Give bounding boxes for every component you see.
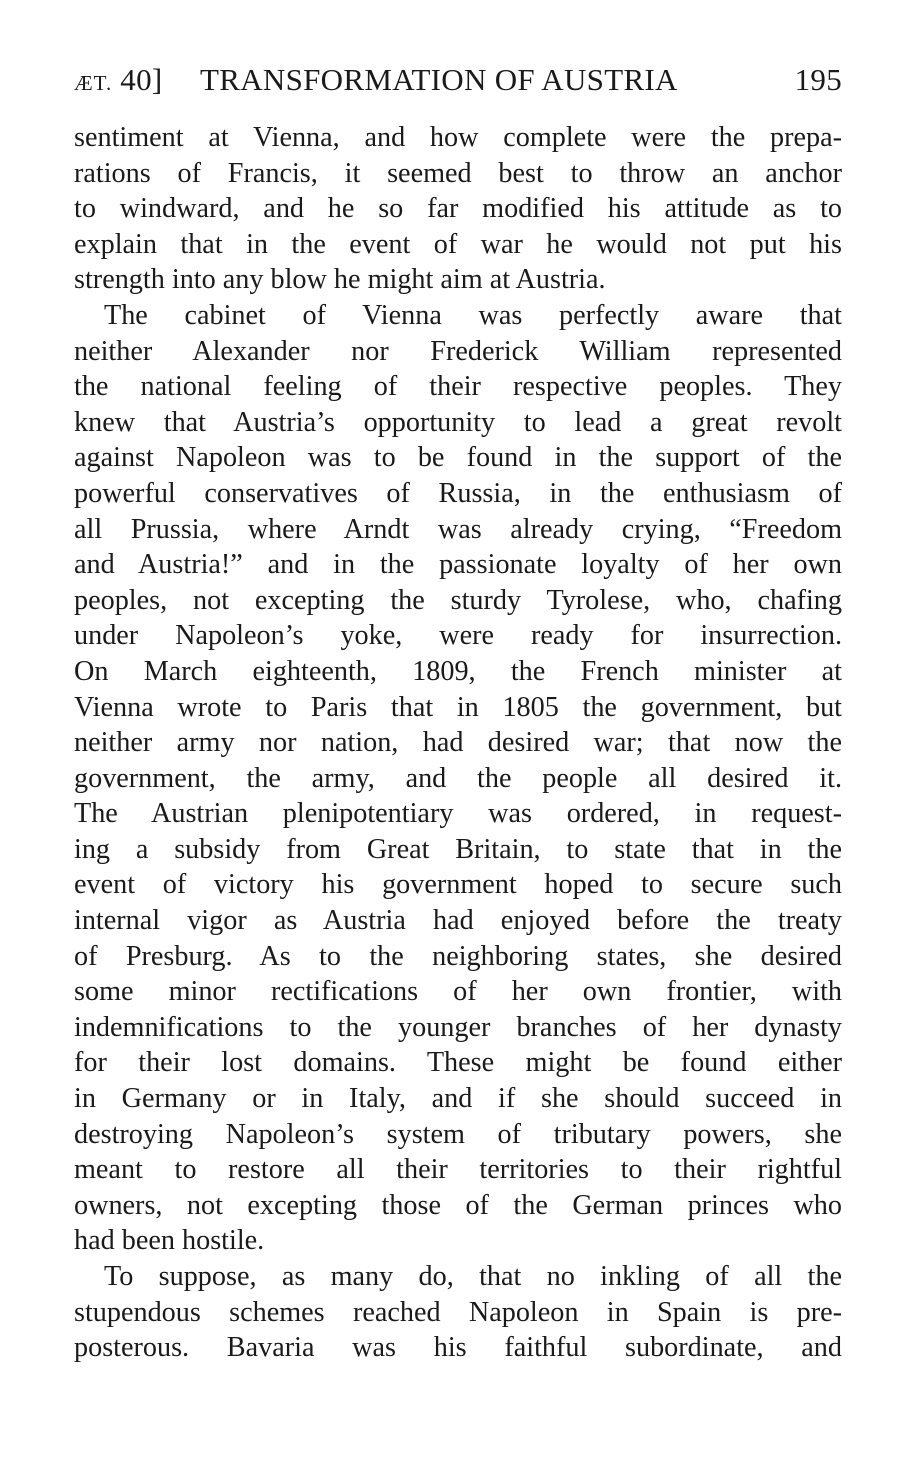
- text-line: under Napoleon’s yoke, were ready for insurrection.: [74, 620, 842, 652]
- text-line: some minor rectifications of her own frontier, with: [74, 976, 842, 1008]
- header-age: 40]: [120, 62, 163, 97]
- text-line: owners, not excepting those of the German princes who: [74, 1189, 842, 1221]
- paragraph-2: [74, 298, 842, 1259]
- text-line: internal vigor as Austria had enjoyed before the treaty: [74, 905, 842, 937]
- header-title: TRANSFORMATION OF AUSTRIA: [200, 62, 678, 97]
- text-line: posterous. Bavaria was his faithful subordinate, and: [74, 1332, 842, 1364]
- text-line: in Germany or in Italy, and if she should succeed in: [74, 1083, 842, 1115]
- text-line: to windward, and he so far modified his attitude as to: [74, 193, 842, 225]
- text-line: and Austria!” and in the passionate loyalty of her own: [74, 549, 842, 581]
- body-text: [74, 120, 842, 1366]
- text-line: event of victory his government hoped to secure such: [74, 869, 842, 901]
- text-line: peoples, not excepting the sturdy Tyrolese, who, chafing: [74, 584, 842, 616]
- text-line: The cabinet of Vienna was perfectly aware that: [104, 299, 842, 331]
- text-line: explain that in the event of war he would not put his: [74, 228, 842, 260]
- text-line: the national feeling of their respective peoples. They: [74, 371, 842, 403]
- text-line: sentiment at Vienna, and how complete were the prepa-: [74, 122, 842, 153]
- text-line: government, the army, and the people all desired it.: [74, 762, 842, 794]
- text-line: strength into any blow he might aim at Austria.: [74, 264, 606, 296]
- text-line: meant to restore all their territories to their rightful: [74, 1154, 842, 1186]
- text-line: rations of Francis, it seemed best to throw an anchor: [74, 157, 842, 189]
- paragraph-3: [74, 1259, 842, 1366]
- page-number: 195: [794, 62, 842, 97]
- header-age-label: [74, 58, 163, 105]
- text-line: neither army nor nation, had desired war; that now the: [74, 727, 842, 759]
- text-line: knew that Austria’s opportunity to lead a great revolt: [74, 406, 842, 438]
- text-line: had been hostile.: [74, 1225, 265, 1257]
- text-line: indemnifications to the younger branches of her dynasty: [74, 1011, 842, 1043]
- header-aet: ÆT.: [74, 71, 113, 95]
- running-header: [74, 58, 842, 102]
- text-line: Vienna wrote to Paris that in 1805 the government, but: [74, 691, 842, 723]
- text-line: The Austrian plenipotentiary was ordered, in request-: [74, 798, 842, 830]
- text-line: stupendous schemes reached Napoleon in Spain is pre-: [74, 1296, 842, 1328]
- text-line: powerful conservatives of Russia, in the enthusiasm of: [74, 477, 842, 509]
- paragraph-1: [74, 120, 842, 298]
- text-line: To suppose, as many do, that no inkling of all the: [104, 1261, 842, 1292]
- text-line: On March eighteenth, 1809, the French minister at: [74, 655, 842, 687]
- text-line: for their lost domains. These might be found either: [74, 1047, 842, 1079]
- text-line: neither Alexander nor Frederick William represented: [74, 335, 842, 367]
- text-line: of Presburg. As to the neighboring states, she desired: [74, 940, 842, 972]
- text-line: ing a subsidy from Great Britain, to state that in the: [74, 833, 842, 865]
- text-line: destroying Napoleon’s system of tributary powers, she: [74, 1118, 842, 1150]
- text-line: all Prussia, where Arndt was already crying, “Freedom: [74, 513, 842, 545]
- text-line: against Napoleon was to be found in the support of the: [74, 442, 842, 474]
